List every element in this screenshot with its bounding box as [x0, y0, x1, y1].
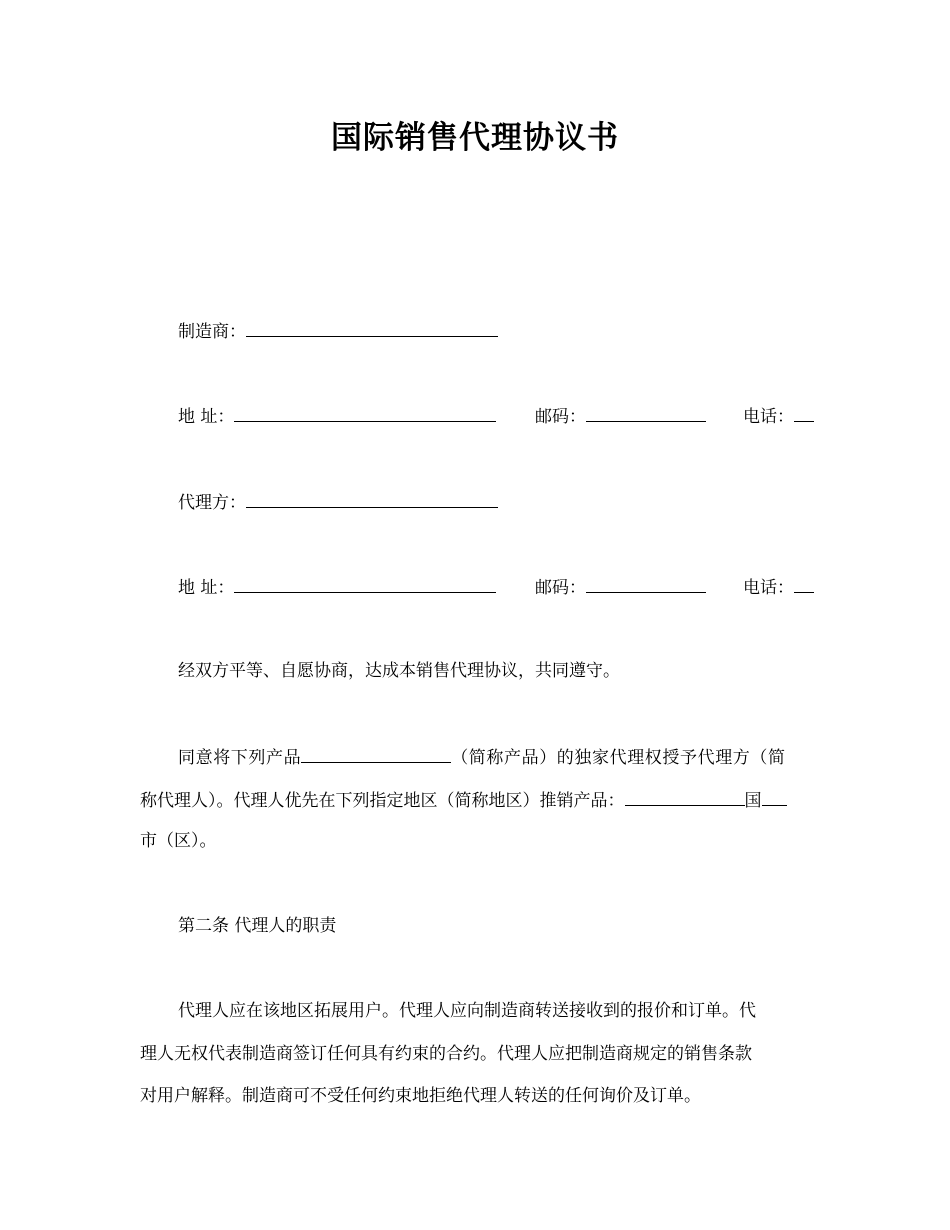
manufacturer-phone	[743, 403, 814, 429]
intro-paragraph: 经双方平等、自愿协商，达成本销售代理协议，共同遵守。	[178, 661, 620, 681]
address-label: 地 址：	[178, 407, 235, 427]
article2-heading: 第二条 代理人的职责	[178, 916, 337, 936]
city-blank	[762, 787, 787, 806]
agent-blank	[246, 489, 498, 508]
postcode-blank	[586, 403, 706, 422]
phone-label: 电话：	[743, 407, 794, 427]
agent-label: 代理方：	[178, 493, 246, 513]
postcode-label: 邮码：	[535, 578, 586, 598]
para1-text-b: （简称产品）的独家代理权授予代理方（简	[451, 748, 786, 768]
postcode-label: 邮码：	[535, 407, 586, 427]
article2-line1: 代理人应在该地区拓展用户。代理人应向制造商转送接收到的报价和订单。代	[178, 1001, 756, 1021]
manufacturer-line	[178, 318, 498, 344]
manufacturer-label: 制造商：	[178, 322, 246, 342]
para1-line1	[178, 744, 812, 770]
phone-blank	[794, 574, 814, 593]
agent-line	[178, 489, 498, 515]
para1-line2	[140, 787, 787, 813]
agent-postcode	[535, 574, 706, 600]
agent-address-line	[178, 574, 496, 600]
manufacturer-address-line	[178, 403, 496, 429]
para1-text-c: 称代理人）。代理人优先在下列指定地区（简称地区）推销产品：	[140, 791, 625, 811]
para1-line3: 市（区）。	[140, 831, 217, 851]
article2-line2: 理人无权代表制造商签订任何具有约束的合约。代理人应把制造商规定的销售条款	[140, 1044, 752, 1064]
phone-label: 电话：	[743, 578, 794, 598]
address-blank	[234, 403, 496, 422]
country-blank	[625, 787, 745, 806]
para1-text-d: 国	[744, 791, 762, 811]
para1-text-a: 同意将下列产品	[178, 748, 302, 768]
postcode-blank	[586, 574, 706, 593]
manufacturer-blank	[246, 318, 498, 337]
phone-blank	[794, 403, 814, 422]
document-title: 国际销售代理协议书	[331, 120, 619, 156]
address-blank	[234, 574, 496, 593]
manufacturer-postcode	[535, 403, 706, 429]
product-blank	[301, 744, 451, 763]
article2-line3: 对用户解释。制造商可不受任何约束地拒绝代理人转送的任何询价及订单。	[140, 1086, 701, 1106]
address-label: 地 址：	[178, 578, 235, 598]
agent-phone	[743, 574, 814, 600]
